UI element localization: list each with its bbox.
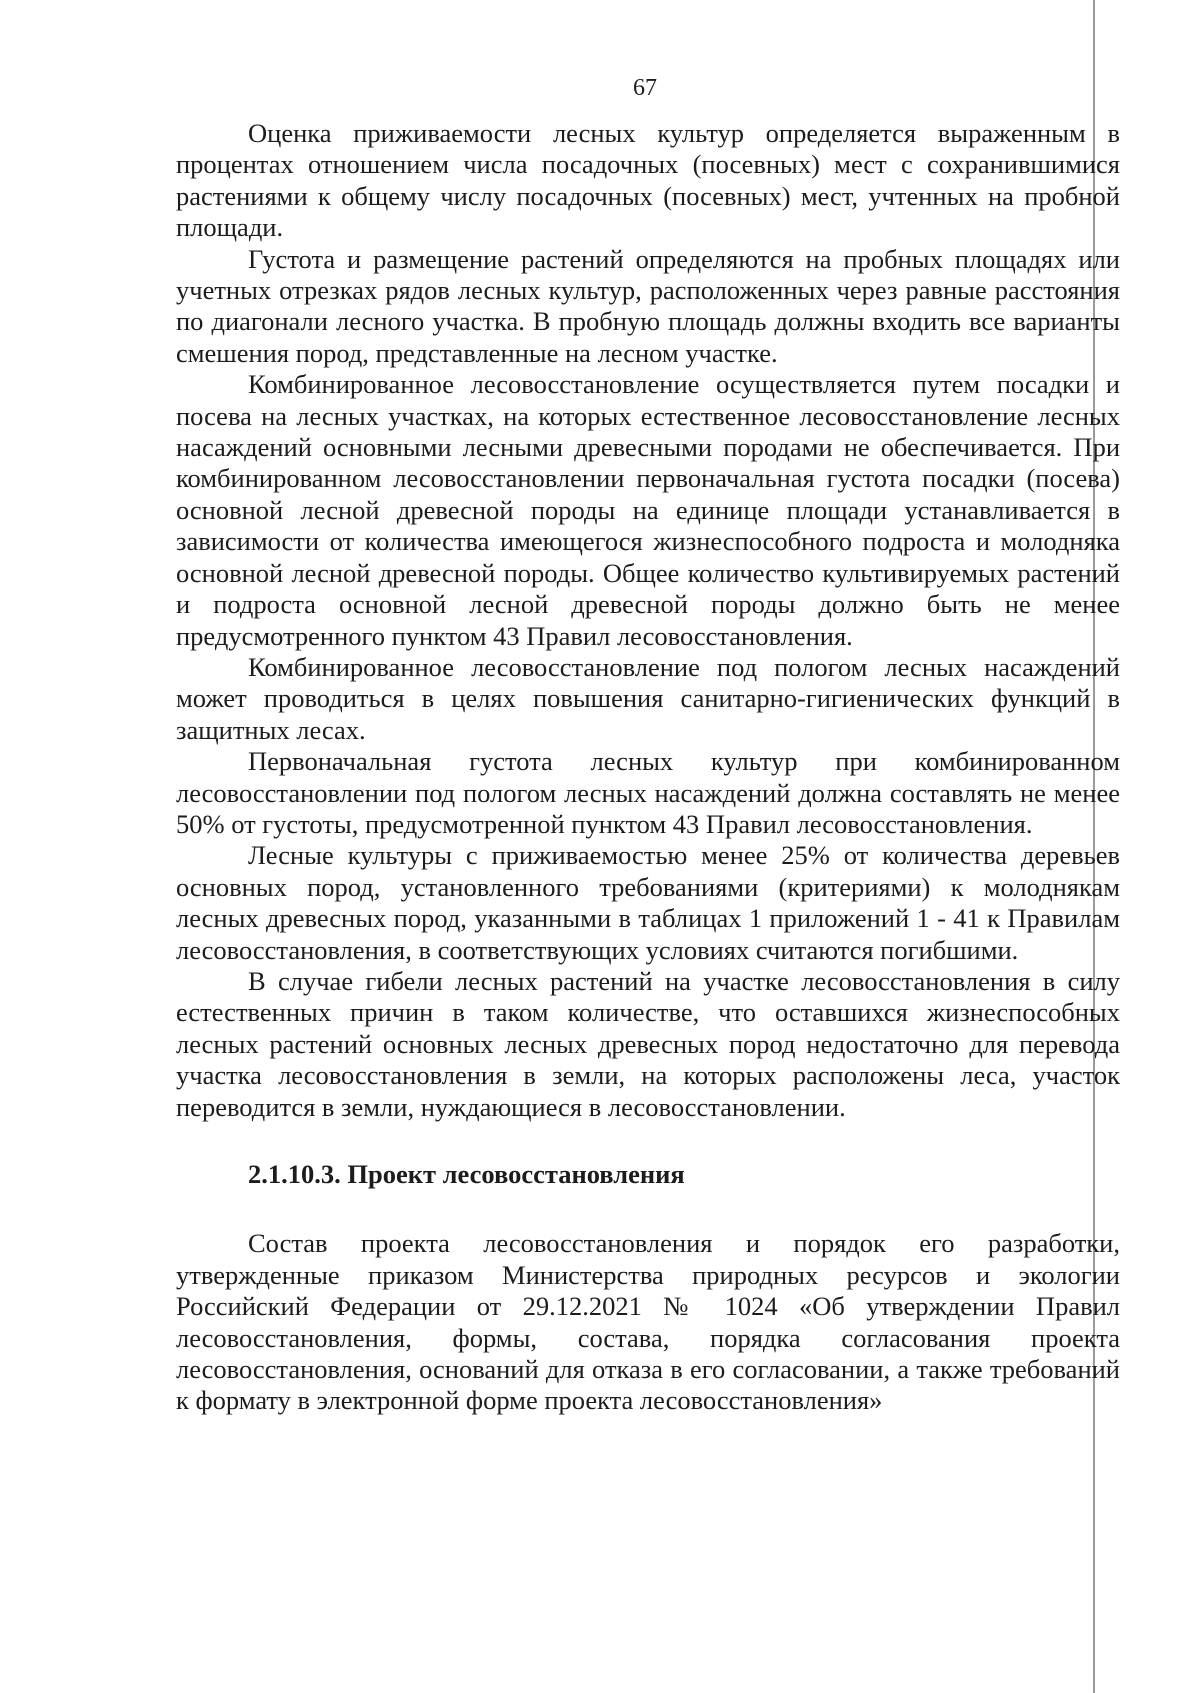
paragraph-project-composition: Состав проекта лесовосстановления и порядок его разработки, утвержденные приказом Министерства природных ресурсов и экологии Российский Федерации от 29.12.2021 № 1024 «Об утверждении Правил лесовосстановления, формы, состава, порядка согласования проекта лесовосстановления, оснований для отказа в его согласовании, а также требований к формату в электронной форме проекта лесовосстановления» <box>176 1228 1120 1416</box>
document-body <box>176 118 1120 1417</box>
paragraph-density-placement: Густота и размещение растений определяются на пробных площадях или учетных отрезках рядов лесных культур, расположенных через равные расстояния по диагонали лесного участка. В пробную площадь должны входить все варианты смешения пород, представленные на лесном участке. <box>176 243 1120 368</box>
page-number: 67 <box>633 75 657 101</box>
paragraph-combined-reforestation: Комбинированное лесовосстановление осуществляется путем посадки и посева на лесных участках, на которых естественное лесовосстановление лесных насаждений основными лесными древесными породами не обеспечивается. При комбинированном лесовосстановлении первоначальная густота посадки (посева) основной лесной древесной породы на единице площади устанавливается в зависимости от количества имеющегося жизнеспособного подроста и молодняка основной лесной древесной породы. Общее количество культивируемых растений и подроста основной лесной древесной породы должно быть не менее предусмотренного пунктом 43 Правил лесовосстановления. <box>176 369 1120 651</box>
paragraph-under-canopy: Комбинированное лесовосстановление под пологом лесных насаждений может проводиться в целях повышения санитарно-гигиенических функций в защитных лесах. <box>176 651 1120 745</box>
paragraph-initial-density: Первоначальная густота лесных культур при комбинированном лесовосстановлении под пологом лесных насаждений должна составлять не менее 50% от густоты, предусмотренной пунктом 43 Правил лесовосстановления. <box>176 746 1120 839</box>
section-heading: 2.1.10.3. Проект лесовосстановления <box>248 1159 685 1189</box>
paragraph-plant-death: В случае гибели лесных растений на участке лесовосстановления в силу естественных причин в таком количестве, что оставшихся жизнеспособных лесных растений основных лесных древесных пород недостаточно для перевода участка лесовосстановления в земли, на которых расположены леса, участок переводится в земли, нуждающиеся в лесовосстановлении. <box>176 965 1120 1122</box>
paragraph-survival-assessment: Оценка приживаемости лесных культур определяется выраженным в процентах отношением числа посадочных (посевных) мест с сохранившимися растениями к общему числу посадочных (посевных) мест, учтенных на пробной площади. <box>176 118 1120 243</box>
paragraph-dead-cultures: Лесные культуры с приживаемостью менее 25% от количества деревьев основных пород, установленного требованиями (критериями) к молоднякам лесных древесных пород, указанными в таблицах 1 приложений 1 - 41 к Правилам лесовосстановления, в соответствующих условиях считаются погибшими. <box>176 840 1120 965</box>
